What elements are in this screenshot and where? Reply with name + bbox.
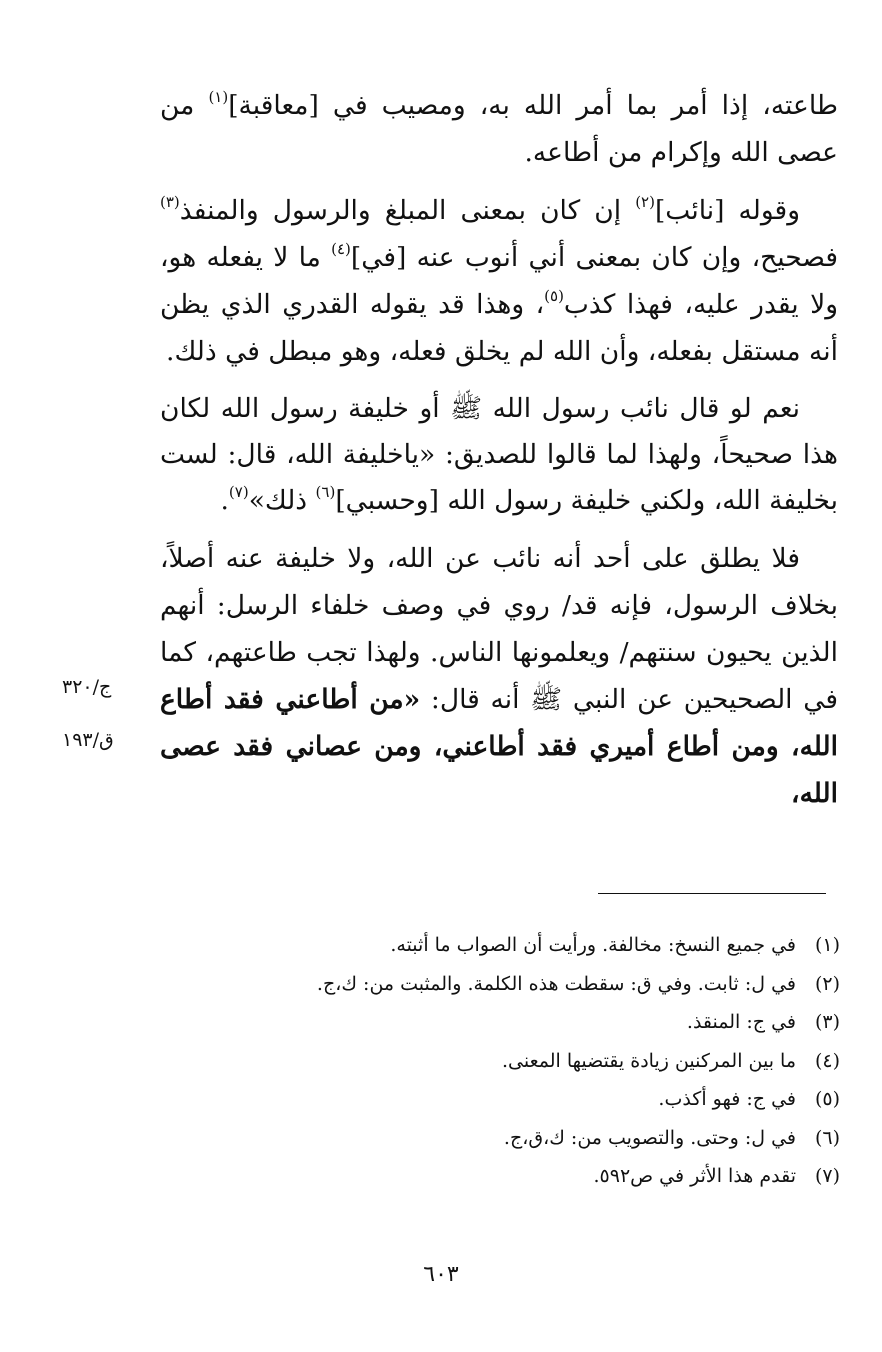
footnote-item	[240, 1003, 840, 1042]
text-run: ذلك»	[248, 485, 316, 516]
footnote-ref[interactable]: (٥)	[544, 287, 564, 305]
text-run: وقوله [نائب]	[654, 195, 800, 226]
footnote-ref[interactable]: (٤)	[331, 240, 351, 258]
footnote-number: (٥)	[814, 1088, 840, 1110]
footnote-separator	[598, 893, 826, 894]
footnote-item	[240, 1119, 840, 1158]
footnote-number: (٢)	[814, 972, 840, 995]
footnote-text: تقدم هذا الأثر في ص٥٩٢.	[593, 1165, 796, 1187]
footnotes	[240, 926, 840, 1196]
footnote-text: في ل: ثابت. وفي ق: سقطت هذه الكلمة. والمثبت من: ك،ج.	[316, 972, 796, 995]
footnote-text: في ل: وحتى. والتصويب من: ك،ق،ج.	[503, 1126, 796, 1149]
text-run: إن كان بمعنى المبلغ والرسول والمنفذ	[179, 195, 636, 226]
page-number: ٦٠٣	[423, 1262, 459, 1287]
footnote-text: في ج: فهو أكذب.	[658, 1088, 796, 1110]
footnote-number: (٣)	[814, 1011, 840, 1033]
footnote-ref[interactable]: (١)	[208, 88, 229, 106]
footnote-text: ما بين المركنين زيادة يقتضيها المعنى.	[501, 1049, 796, 1072]
margin-note-manuscript-jim: ج/٣٢٠	[62, 676, 112, 698]
paragraph-3	[160, 386, 838, 524]
footnote-item	[240, 1042, 840, 1081]
paragraph-4	[160, 535, 838, 817]
footnote-ref[interactable]: (٧)	[228, 483, 249, 501]
footnote-text: في ج: المنقذ.	[686, 1011, 796, 1033]
paragraph-2	[160, 187, 838, 375]
footnote-number: (٤)	[814, 1049, 840, 1072]
text-run: من عصى الله وإكرام من أطاعه.	[160, 90, 838, 168]
text-run: نعم لو قال نائب رسول الله ﷺ أو خليفة رسول الله لكان هذا صحيحاً، ولهذا لما قالوا للصديق: «ياخليفة الله، قال: لست بخليفة الله، ولكني خليفة رسول الله [وحسبي]	[160, 393, 838, 516]
hadith-quote: «من أطاعني فقد أطاع الله، ومن أطاع أميري فقد أطاعني، ومن عصاني فقد عصى الله،	[160, 684, 838, 809]
footnote-item	[240, 1157, 840, 1196]
footnote-number: (٦)	[814, 1126, 840, 1149]
text-run: .	[220, 485, 229, 516]
paragraph-1	[160, 82, 838, 176]
text-run: ما لا يفعله هو، ولا يقدر عليه، فهذا كذب	[160, 242, 838, 320]
footnote-item	[240, 1080, 840, 1119]
text-run: فصحيح، وإن كان بمعنى أني أنوب عنه [في]	[350, 242, 838, 273]
footnote-number: (١)	[814, 934, 840, 956]
margin-note-manuscript-qaf: ق/١٩٣	[62, 729, 114, 751]
text-run: فلا يطلق على أحد أنه نائب عن الله، ولا خليفة عنه أصلاً، بخلاف الرسول، فإنه قد/ روي في وصف خلفاء الرسل: أنهم الذين يحيون سنتهم/ ويعلمونها الناس. ولهذا تجب طاعتهم، كما في الصحيحين عن النبي ﷺ أنه قال:	[160, 543, 839, 715]
footnote-number: (٧)	[814, 1165, 840, 1187]
footnote-item	[240, 965, 840, 1004]
footnote-item	[240, 926, 840, 965]
text-run: طاعته، إذا أمر بما أمر الله به، ومصيب في [معاقبة]	[228, 90, 839, 121]
footnote-ref[interactable]: (٢)	[635, 193, 655, 211]
footnote-text: في جميع النسخ: مخالفة. ورأيت أن الصواب ما أثبته.	[390, 934, 796, 956]
text-run: ، وهذا قد يقوله القدري الذي يظن أنه مستقل بفعله، وأن الله لم يخلق فعله، وهو مبطل في ذلك.	[160, 289, 838, 367]
main-text	[160, 82, 838, 828]
footnote-ref[interactable]: (٦)	[315, 483, 336, 501]
footnote-ref[interactable]: (٣)	[160, 193, 180, 211]
